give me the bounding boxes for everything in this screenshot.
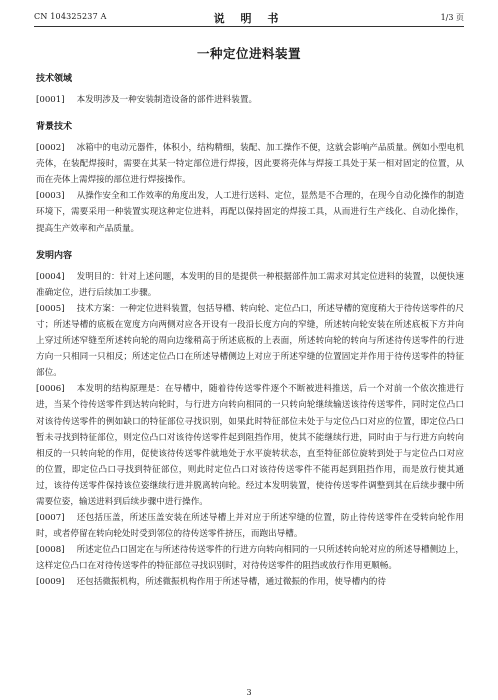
document-type: 说 明 书 [213,12,285,25]
paragraph-text: 本发明涉及一种安装制造设备的部件进料装置。 [76,95,258,105]
paragraph-number: [0008] [36,545,65,556]
paragraph-text: 从操作安全和工作效率的角度出发，人工进行送料、定位，显然是不合理的，在现今自动化操作的制造环境下，需要采用一种装置实现这种定位进料，再配以保持固定的焊接工具，从而进行生产线化、自动化操作，提高生产效率和产品质量。 [36,191,464,234]
paragraph-number: [0003] [36,191,65,202]
section-heading-background: 背景技术 [36,122,73,133]
page-number: 3 [246,688,252,697]
header-divider [34,26,464,27]
paragraph-number: [0002] [36,143,65,154]
publication-number: CN 104325237 A [34,12,107,21]
paragraph [36,92,464,108]
paragraph-text: 本发明的结构原理是：在导槽中，随着待传送零件逐个不断被进料推送，后一个对前一个依次推进行进，当某个待传送零件到达转向轮时，与行进方向转向相同的一只转向轮继续输送该待传送零件，同时定位凸口对该待传送零件的例如缺口的特征部位寻找识别，如果此时特征部位未处于与定位凸口对应的位置，即定位凸口暂未寻找到特征部位，则定位凸口对该待传送零件起到阻挡作用，使其不能继续行进，同时由于与行进方向转向相反的一只转向轮的作用，促使该待传送零件就地处于水平旋转状态，直至特征部位旋转到处于与定位凸口对应的位置，即定位凸口寻找到特征部位，则此时定位凸口对该待传送零件不能再起到阻挡作用，而是放行使其通过，该待传送零件保持该位姿继续行进并脱离转向轮。经过本发明装置，使待传送零件调整到其在后续步骤中所需要位姿，输送进料到后续步骤中进行操作。 [36,384,464,507]
paragraph-number: [0001] [36,95,65,105]
page-header [34,10,464,26]
paragraph [36,542,464,574]
section-heading-tech-field: 技术领域 [36,74,73,84]
paragraph-text: 还包括微振机构，所述微振机构作用于所述导槽，通过微振的作用，使导槽内的待 [76,577,386,588]
paragraph [36,140,464,188]
paragraph-number: [0004] [36,271,65,282]
paragraph [36,269,464,301]
paragraph-number: [0006] [36,384,65,395]
paragraph [36,188,464,236]
section-heading-summary: 发明内容 [36,250,73,261]
paragraph [36,301,464,381]
document-title: 一种定位进料装置 [196,46,301,61]
document-body [36,72,464,591]
paragraph-number: [0009] [36,577,65,588]
paragraph [36,381,464,510]
paragraph-text: 发明目的：针对上述问题，本发明的目的是提供一种根据部件加工需求对其定位进料的装置，以便快速准确定位，进行后续加工步骤。 [36,271,464,298]
paragraph-number: [0007] [36,513,65,524]
paragraph-number: [0005] [36,303,65,314]
paragraph [36,574,464,590]
paragraph-text: 技术方案：一种定位进料装置，包括导槽、转向轮、定位凸口，所述导槽的宽度稍大于待传送零件的尺寸；所述导槽的底板在宽度方向两侧对应各开设有一段沿长度方向的窄缝，所述转向轮安装在所述底板下方并向上穿过所述窄缝至所述转向轮的周向边缘稍高于所述底板的上表面，所述转向轮的转向与所述待传送零件的行进方向一只相同一只相反；所述定位凸口在所述导槽侧边上对应于所述窄缝的位置固定并作用于待传送零件的特征部位。 [36,303,464,379]
paragraph [36,510,464,542]
page-of-indicator: 1/3 页 [440,13,464,22]
paragraph-text: 所述定位凸口固定在与所述待传送零件的行进方向转向相同的一只所述转向轮对应的所述导槽侧边上，这样定位凸口在对待传送零件的特征部位寻找识别时，对待传送零件的阻挡或放行作用更顺畅。 [36,545,464,572]
paragraph-text: 还包括压盖，所述压盖安装在所述导槽上并对应于所述窄缝的位置，防止待传送零件在受转向轮作用时，或者停留在转向轮处时受到邻位的待传送零件挤压，而跑出导槽。 [36,513,464,540]
paragraph-text: 冰箱中的电动元器件，体积小，结构精细，装配、加工操作不便，这就会影响产品质量。例如小型电机壳体，在装配焊接时，需要在其某一特定部位进行焊接，因此要将壳体与焊接工具处于某一相对固定的位置，从而在壳体上需焊接的部位进行焊接操作。 [36,143,464,186]
